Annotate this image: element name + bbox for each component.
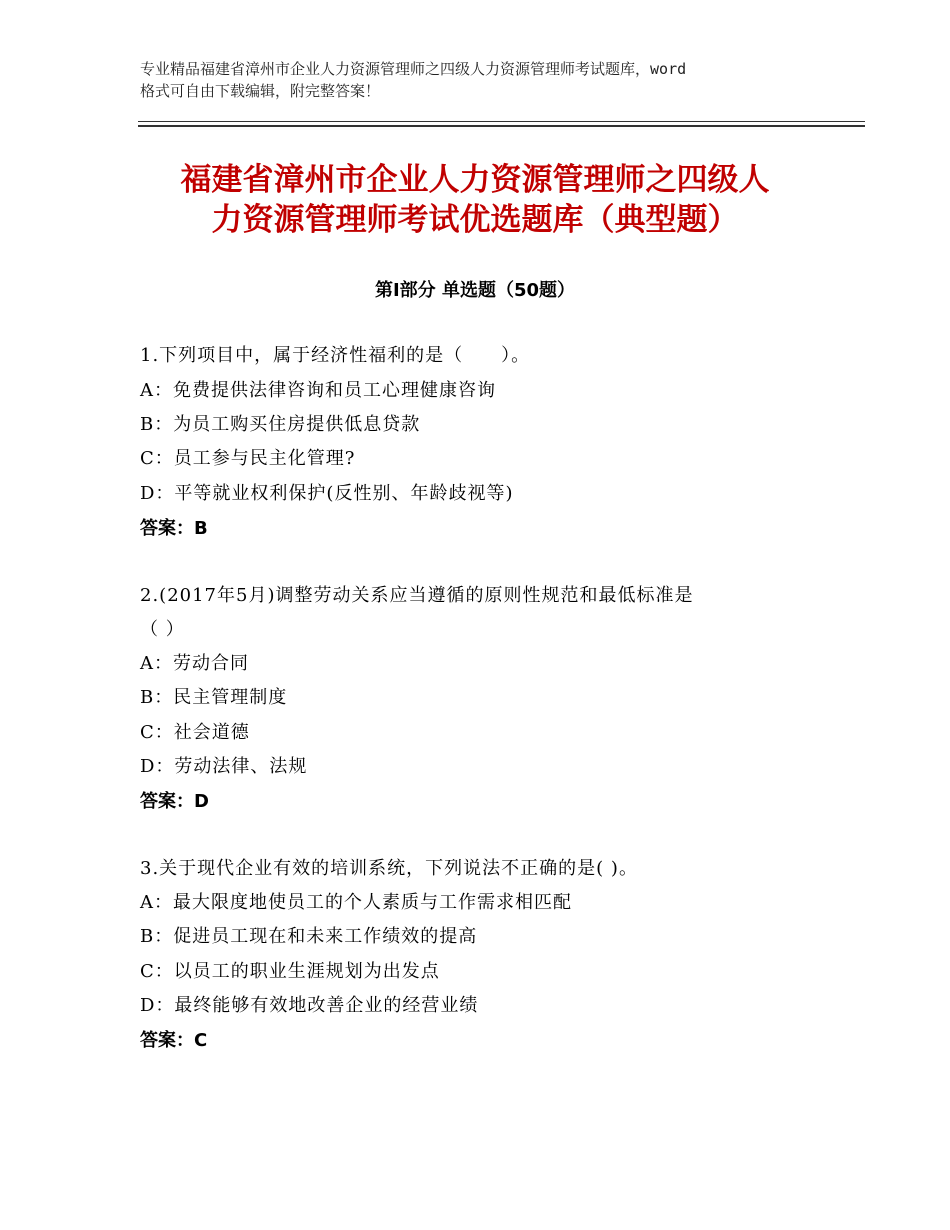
header-note-line: 格式可自由下载编辑，附完整答案！ <box>140 82 381 100</box>
question-stem: 1.下列项目中，属于经济性福利的是（ ）。 <box>140 345 531 366</box>
question-option: B：促进员工现在和未来工作绩效的提高 <box>140 926 478 947</box>
document-title-line: 力资源管理师考试优选题库（典型题） <box>211 202 739 238</box>
question-answer: 答案：D <box>140 791 209 812</box>
question-option: A：免费提供法律咨询和员工心理健康咨询 <box>140 380 496 401</box>
question-option: D：最终能够有效地改善企业的经营业绩 <box>140 995 479 1016</box>
question-option: B：为员工购买住房提供低息贷款 <box>140 414 421 435</box>
header-note <box>140 58 840 102</box>
question-stem-continued: （ ） <box>140 619 185 640</box>
question-stem: 3.关于现代企业有效的培训系统，下列说法不正确的是( )。 <box>140 858 638 879</box>
question-option: D：平等就业权利保护(反性别、年龄歧视等) <box>140 483 514 504</box>
header-divider <box>138 125 865 127</box>
question-option: B：民主管理制度 <box>140 687 288 708</box>
document-title-line: 福建省漳州市企业人力资源管理师之四级人 <box>180 162 770 198</box>
question-option: C：员工参与民主化管理? <box>140 448 356 469</box>
question-option: D：劳动法律、法规 <box>140 756 308 777</box>
document-title <box>110 160 840 240</box>
question-answer: 答案：B <box>140 518 208 539</box>
question-option: A：最大限度地使员工的个人素质与工作需求相匹配 <box>140 892 572 913</box>
section-title: 第Ⅰ部分 单选题（50题） <box>374 280 575 301</box>
question-stem: 2.(2017年5月)调整劳动关系应当遵循的原则性规范和最低标准是 <box>140 585 694 606</box>
question-option: C：以员工的职业生涯规划为出发点 <box>140 961 440 982</box>
question-option: C：社会道德 <box>140 722 250 743</box>
question-option: A：劳动合同 <box>140 653 249 674</box>
header-divider <box>138 121 865 122</box>
header-note-line: 专业精品福建省漳州市企业人力资源管理师之四级人力资源管理师考试题库，word <box>140 60 687 78</box>
question-answer: 答案：C <box>140 1030 208 1051</box>
